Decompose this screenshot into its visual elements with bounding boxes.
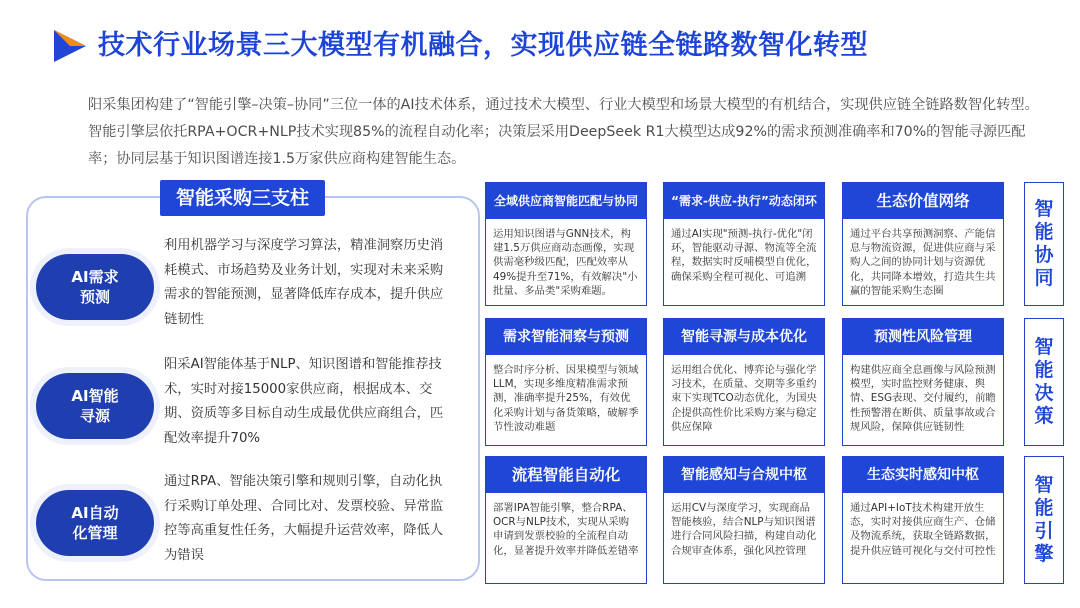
card-supplier-matching — [485, 182, 647, 306]
pillar-description: 通过RPA、智能决策引擎和规则引擎，自动化执行采购订单处理、合同比对、发票校验、异常监控等高重复性任务，大幅提升运营效率，降低人为错误 — [164, 474, 444, 563]
card-body: 通过API+IoT技术构建开放生态，实时对接供应商生产、仓储及物流系统，获取全链路数据，提升供应链可视化与交付可控性 — [850, 502, 996, 557]
card-body: 运用知识图谱与GNN技术，构建1.5万供应商动态画像，实现供需毫秒级匹配，匹配效率从49%提升至71%，有效解决"小批量、多品类"采购难题。 — [493, 228, 638, 297]
card-body: 部署IPA智能引擎，整合RPA、OCR与NLP技术，实现从采购申请到发票校验的全流程自动化，显著提升效率并降低差错率 — [493, 502, 639, 557]
side-label-collaboration: 智能协同 — [1024, 182, 1064, 306]
card-title: 生态价值网络 — [843, 183, 1003, 219]
card-ecosystem-value — [842, 182, 1004, 306]
card-risk-management — [842, 318, 1004, 446]
card-title: 需求智能洞察与预测 — [486, 319, 646, 355]
card-realtime-sensing — [842, 456, 1004, 584]
pillars-title: 智能采购三支柱 — [160, 180, 325, 216]
pillar-badge: AI需求预测 — [36, 254, 154, 320]
pillar-badge: AI智能寻源 — [36, 373, 154, 439]
intro-paragraph: 阳采集团构建了“智能引擎–决策–协同”三位一体的AI技术体系，通过技术大模型、行业大模型和场景大模型的有机结合，实现供应链全链路数智化转型。智能引擎层依托RPA+OCR+NLP技术实现85%的流程自动化率；决策层采用DeepSeek R1大模型达成92%的需求预测准确率和70%的智能寻源匹配率；协同层基于知识图谱连接1.5万家供应商构建智能生态。 — [88, 97, 1039, 167]
card-body: 运用CV与深度学习，实现商品智能核验，结合NLP与知识图谱进行合同风险扫描，构建自动化合规审查体系，强化风控管理 — [671, 502, 817, 557]
card-title: 全域供应商智能匹配与协同 — [486, 183, 646, 219]
card-title: 生态实时感知中枢 — [843, 457, 1003, 493]
side-label-decision: 智能决策 — [1024, 318, 1064, 446]
pillar-badge: AI自动化管理 — [36, 490, 154, 556]
card-demand-insight — [485, 318, 647, 446]
page-title: 技术行业场景三大模型有机融合，实现供应链全链路数智化转型 — [98, 30, 868, 61]
pillar-description: 阳采AI智能体基于NLP、知识图谱和智能推荐技术，实时对接15000家供应商，根据成本、交期、资质等多目标自动生成最优供应商组合，匹配效率提升70% — [164, 357, 444, 446]
card-body: 运用组合优化、博弈论与强化学习技术，在质量、交期等多重约束下实现TCO动态优化，为国央企提供高性价比采购方案与稳定供应保障 — [671, 364, 817, 433]
card-body: 通过平台共享预测洞察、产能信息与物流资源，促进供应商与采购人之间的协同计划与资源优化，共同降本增效，打造共生共赢的智能采购生态圈 — [850, 228, 996, 297]
card-title: 智能感知与合规中枢 — [664, 457, 824, 493]
side-label-engine: 智能引擎 — [1024, 456, 1064, 584]
card-title: 预测性风险管理 — [843, 319, 1003, 355]
card-title: “需求-供应-执行”动态闭环 — [664, 183, 824, 219]
card-sourcing-cost — [663, 318, 825, 446]
card-process-automation — [485, 456, 647, 584]
card-body: 整合时序分析、因果模型与领域LLM，实现多维度精准需求预测，准确率提升25%，有效优化采购计划与备货策略，破解季节性波动难题 — [493, 364, 639, 433]
card-compliance-hub — [663, 456, 825, 584]
pillar-description: 利用机器学习与深度学习算法，精准洞察历史消耗模式、市场趋势及业务计划，实现对未来采购需求的智能预测，显著降低库存成本，提升供应链韧性 — [164, 238, 444, 327]
card-body: 构建供应商全息画像与风险预测模型，实时监控财务健康、舆情、ESG表现、交付履约，前瞻性预警潜在断供、质量事故或合规风险，保障供应链韧性 — [850, 364, 996, 433]
card-body: 通过AI实现"预测-执行-优化"闭环，智能驱动寻源、物流等全流程，数据实时反哺模型自优化，确保采购全程可视化、可追溯 — [671, 228, 817, 283]
card-title: 智能寻源与成本优化 — [664, 319, 824, 355]
play-triangle-logo-icon — [50, 26, 90, 66]
card-demand-loop — [663, 182, 825, 306]
card-title: 流程智能自动化 — [486, 457, 646, 493]
